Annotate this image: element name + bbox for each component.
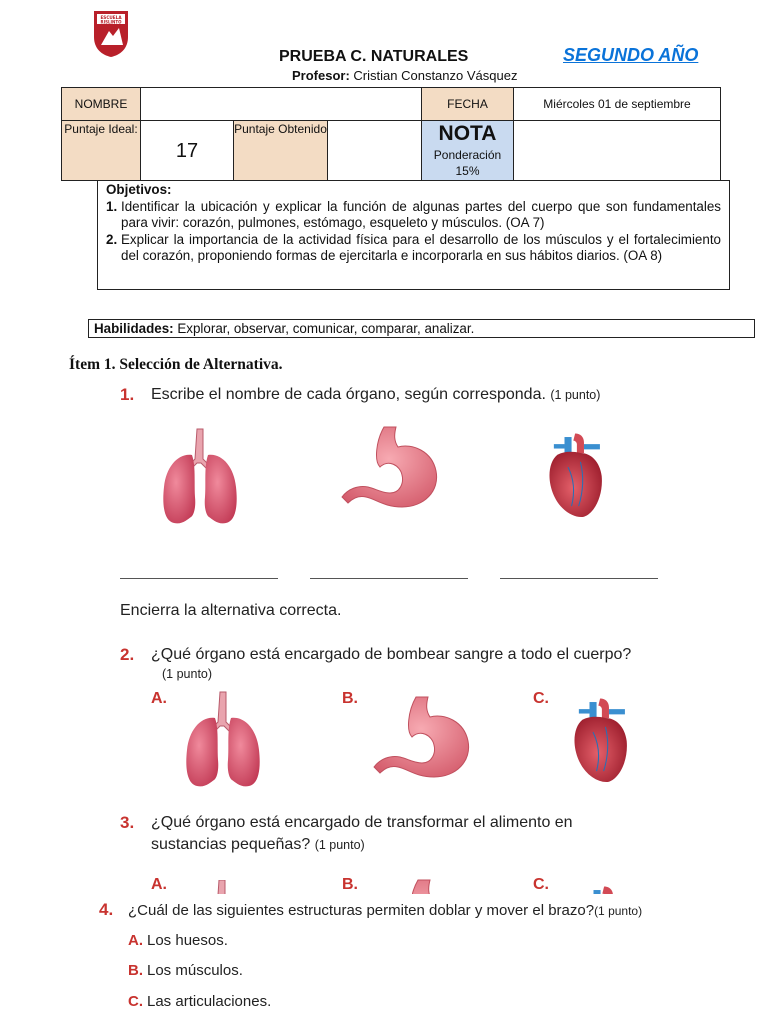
lungs-option-image[interactable]	[183, 690, 263, 790]
teacher-label: Profesor:	[292, 68, 350, 83]
answer-option[interactable]	[128, 962, 243, 979]
answer-option[interactable]	[128, 932, 228, 949]
question-4-text-line	[128, 902, 642, 919]
option-text: Los músculos.	[147, 962, 243, 979]
instruction-text: Encierra la alternativa correcta.	[120, 602, 342, 619]
heart-image	[545, 425, 607, 527]
option-letter-c[interactable]: C.	[533, 876, 549, 893]
answer-line-3[interactable]	[500, 578, 658, 579]
option-letter-a[interactable]: A.	[151, 690, 167, 707]
skills-box	[88, 319, 755, 338]
option-letter: B.	[128, 962, 143, 979]
question-3-text: sustancias pequeñas?	[151, 836, 311, 853]
nota-label: NOTA	[438, 122, 497, 145]
page-title: PRUEBA C. NATURALES	[279, 48, 469, 65]
grade-label: SEGUNDO AÑO	[563, 45, 699, 65]
question-text	[151, 386, 600, 404]
objective-item	[106, 199, 721, 232]
question-number: 3.	[120, 813, 135, 832]
skills-label: Habilidades:	[94, 321, 174, 336]
puntaje-obtenido-label: Puntaje Obtenido	[233, 120, 328, 181]
objectives-box	[97, 180, 730, 290]
option-text: Los huesos.	[147, 932, 228, 949]
option-letter: A.	[128, 932, 143, 949]
objective-number: 2.	[106, 231, 118, 247]
answer-line-1[interactable]	[120, 578, 278, 579]
objective-text: Explicar la importancia de la actividad física para el desarrollo de los músculos y el fortalecimiento del corazón, proponiendo formas de ejercitarla e incorporarla en sus hábitos diarios. (OA 8)	[121, 231, 721, 264]
question-points: (1 punto)	[162, 667, 213, 681]
teacher-name: Cristian Constanzo Vásquez	[353, 68, 518, 83]
fecha-value: Miércoles 01 de septiembre	[513, 87, 721, 121]
svg-text:RISLINTO: RISLINTO	[100, 19, 122, 25]
objective-item	[106, 232, 721, 265]
item-title: Ítem 1. Selección de Alternativa.	[69, 356, 283, 373]
fecha-label: FECHA	[421, 87, 514, 121]
puntaje-obtenido-field[interactable]	[327, 120, 422, 181]
question-number: 4.	[99, 900, 114, 919]
lungs-option-image-cropped[interactable]	[214, 880, 230, 894]
question-3-text-line2	[151, 836, 365, 854]
question-3-text-line1: ¿Qué órgano está encargado de transformar el alimento en	[151, 814, 573, 831]
puntaje-ideal-label: Puntaje Ideal:	[61, 120, 141, 181]
nota-label-cell	[421, 120, 514, 181]
question-4-text: ¿Cuál de las siguientes estructuras permiten doblar y mover el brazo?	[128, 902, 595, 919]
answer-line-2[interactable]	[310, 578, 468, 579]
question-points: (1 punto)	[314, 838, 365, 852]
heart-option-image[interactable]	[570, 690, 632, 792]
answer-option[interactable]	[128, 993, 271, 1010]
stomach-option-image[interactable]	[372, 695, 482, 785]
lungs-image	[160, 427, 240, 527]
svg-text:ESCUELA: ESCUELA	[100, 15, 122, 20]
option-letter-a[interactable]: A.	[151, 876, 167, 893]
school-logo	[92, 9, 130, 59]
nota-field[interactable]	[513, 120, 721, 181]
stomach-image	[340, 425, 450, 515]
question-points: (1 punto)	[550, 388, 601, 402]
skills-text: Explorar, observar, comunicar, comparar, analizar.	[177, 321, 475, 336]
objective-number: 1.	[106, 198, 118, 214]
question-2-text: ¿Qué órgano está encargado de bombear sangre a todo el cuerpo?	[151, 646, 632, 663]
option-letter-c[interactable]: C.	[533, 690, 549, 707]
question-points: (1 punto)	[594, 904, 643, 918]
objective-text: Identificar la ubicación y explicar la función de algunas partes del cuerpo que son fundamentales para vivir: corazón, pulmones, estómago, esqueleto y músculos. (OA 7)	[121, 198, 721, 231]
question-number: 1.	[120, 385, 135, 404]
option-letter-b[interactable]: B.	[342, 690, 358, 707]
stomach-option-image-cropped[interactable]	[412, 878, 467, 894]
heart-option-image-cropped[interactable]	[582, 878, 614, 894]
nombre-field[interactable]	[140, 87, 422, 121]
option-letter-b[interactable]: B.	[342, 876, 358, 893]
option-text: Las articulaciones.	[147, 993, 272, 1010]
ponderacion-label: Ponderación 15%	[433, 148, 502, 178]
question-number: 2.	[120, 645, 135, 664]
puntaje-ideal-value: 17	[140, 120, 234, 181]
teacher-line	[292, 68, 517, 83]
option-letter: C.	[128, 993, 143, 1010]
nombre-label: NOMBRE	[61, 87, 141, 121]
question-1-text: Escribe el nombre de cada órgano, según corresponda.	[151, 386, 546, 403]
objectives-heading: Objetivos:	[106, 182, 172, 197]
